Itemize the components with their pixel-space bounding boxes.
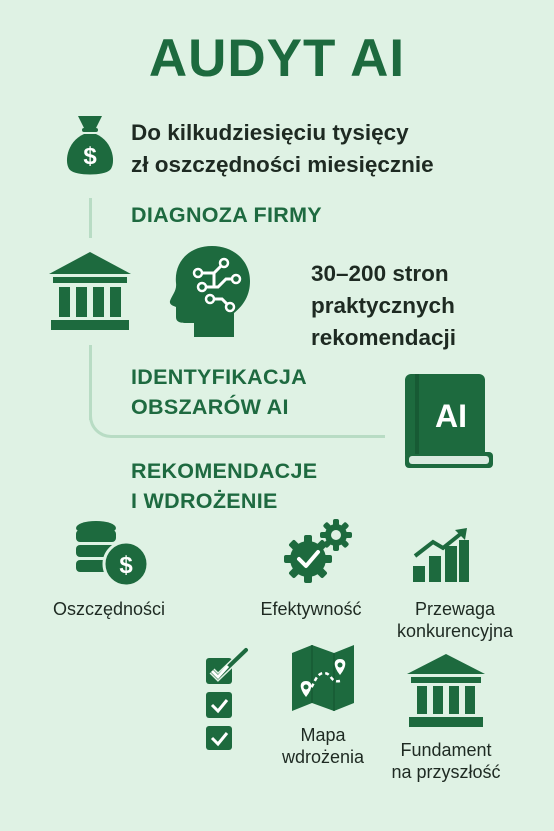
benefit-advantage-line-2: konkurencyjna: [396, 621, 514, 641]
benefit-foundation-line-1: Fundament: [400, 740, 492, 760]
savings-line-1: Do kilkudziesięciu tysięcy: [131, 120, 409, 145]
benefit-foundation: [378, 739, 514, 783]
step-identification-line-1: IDENTYFIKACJA: [131, 365, 307, 389]
foundation-building-icon: [405, 652, 487, 728]
map-icon: [290, 643, 356, 713]
step-recommendations: [131, 456, 317, 516]
ai-head-icon: [168, 243, 252, 339]
gears-check-icon: [280, 517, 356, 585]
benefit-foundation-line-2: na przyszłość: [391, 762, 501, 782]
benefit-advantage: [380, 598, 530, 642]
benefit-advantage-line-1: Przewaga: [414, 599, 496, 619]
report-line-3: rekomendacji: [311, 325, 457, 350]
book-ai-label: AI: [435, 398, 467, 434]
benefit-roadmap-line-2: wdrożenia: [281, 747, 365, 767]
savings-line-2: zł oszczędności miesięcznie: [131, 152, 434, 177]
step-identification: [131, 362, 307, 422]
benefit-roadmap: [258, 724, 388, 768]
connector-line: [89, 198, 92, 238]
money-bag-icon: [62, 112, 118, 178]
benefit-efficiency: Efektywność: [260, 599, 362, 619]
savings-text: [131, 117, 434, 181]
checklist-icon: [204, 646, 252, 752]
step-diagnosis: DIAGNOZA FIRMY: [131, 203, 322, 227]
step-identification-line-2: OBSZARÓW AI: [131, 395, 289, 419]
step-recommendations-line-2: I WDROŻENIE: [131, 489, 278, 513]
benefit-roadmap-line-1: Mapa: [300, 725, 346, 745]
step-recommendations-line-1: REKOMENDACJE: [131, 459, 318, 483]
benefit-savings: Oszczędności: [52, 599, 166, 619]
svg-text:$: $: [119, 552, 133, 579]
bank-icon: [47, 250, 133, 332]
report-line-1: 30–200 stron: [311, 261, 449, 286]
svg-text:$: $: [83, 143, 97, 170]
page-title: AUDYT AI: [148, 29, 406, 88]
growth-chart-icon: [411, 526, 471, 584]
report-line-2: praktycznych: [311, 293, 455, 318]
report-pages-text: [311, 258, 456, 354]
ai-book-icon: [401, 372, 497, 472]
coins-icon: [74, 520, 152, 588]
